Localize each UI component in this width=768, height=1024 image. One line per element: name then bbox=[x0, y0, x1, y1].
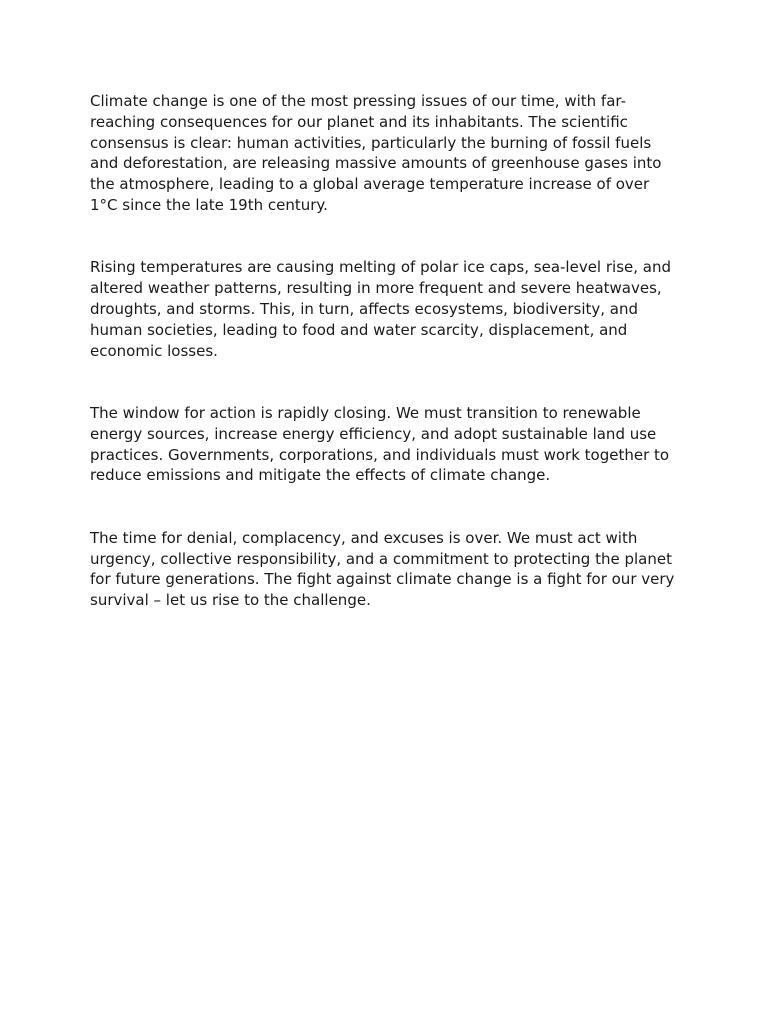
text-line: survival – let us rise to the challenge. bbox=[90, 591, 371, 610]
text-line: economic losses. bbox=[90, 341, 218, 360]
text-line: urgency, collective responsibility, and a commitment to protecting the planet bbox=[90, 549, 672, 568]
text-line: human societies, leading to food and water scarcity, displacement, and bbox=[90, 320, 628, 339]
text-line: consensus is clear: human activities, particularly the burning of fossil fuels bbox=[90, 133, 652, 152]
text-line: The time for denial, complacency, and excuses is over. We must act with bbox=[90, 528, 638, 547]
paragraph-1 bbox=[90, 91, 690, 216]
document-body bbox=[90, 91, 690, 611]
paragraph-3 bbox=[90, 403, 690, 486]
text-line: energy sources, increase energy efficiency, and adopt sustainable land use bbox=[90, 424, 657, 443]
paragraph-4 bbox=[90, 528, 690, 611]
text-line: reaching consequences for our planet and its inhabitants. The scientific bbox=[90, 112, 628, 131]
text-line: droughts, and storms. This, in turn, affects ecosystems, biodiversity, and bbox=[90, 299, 639, 318]
text-line: 1°C since the late 19th century. bbox=[90, 195, 328, 214]
text-line: the atmosphere, leading to a global average temperature increase of over bbox=[90, 175, 650, 194]
text-line: and deforestation, are releasing massive amounts of greenhouse gases into bbox=[90, 154, 662, 173]
text-line: reduce emissions and mitigate the effects of climate change. bbox=[90, 466, 551, 485]
text-line: Climate change is one of the most pressing issues of our time, with far- bbox=[90, 92, 627, 110]
text-line: Rising temperatures are causing melting of polar ice caps, sea-level rise, and bbox=[90, 258, 672, 277]
text-line: practices. Governments, corporations, and individuals must work together to bbox=[90, 445, 670, 464]
paragraph-2 bbox=[90, 257, 690, 361]
text-line: The window for action is rapidly closing. We must transition to renewable bbox=[90, 403, 641, 422]
text-line: for future generations. The fight against climate change is a fight for our very bbox=[90, 570, 675, 589]
text-line: altered weather patterns, resulting in more frequent and severe heatwaves, bbox=[90, 279, 662, 298]
